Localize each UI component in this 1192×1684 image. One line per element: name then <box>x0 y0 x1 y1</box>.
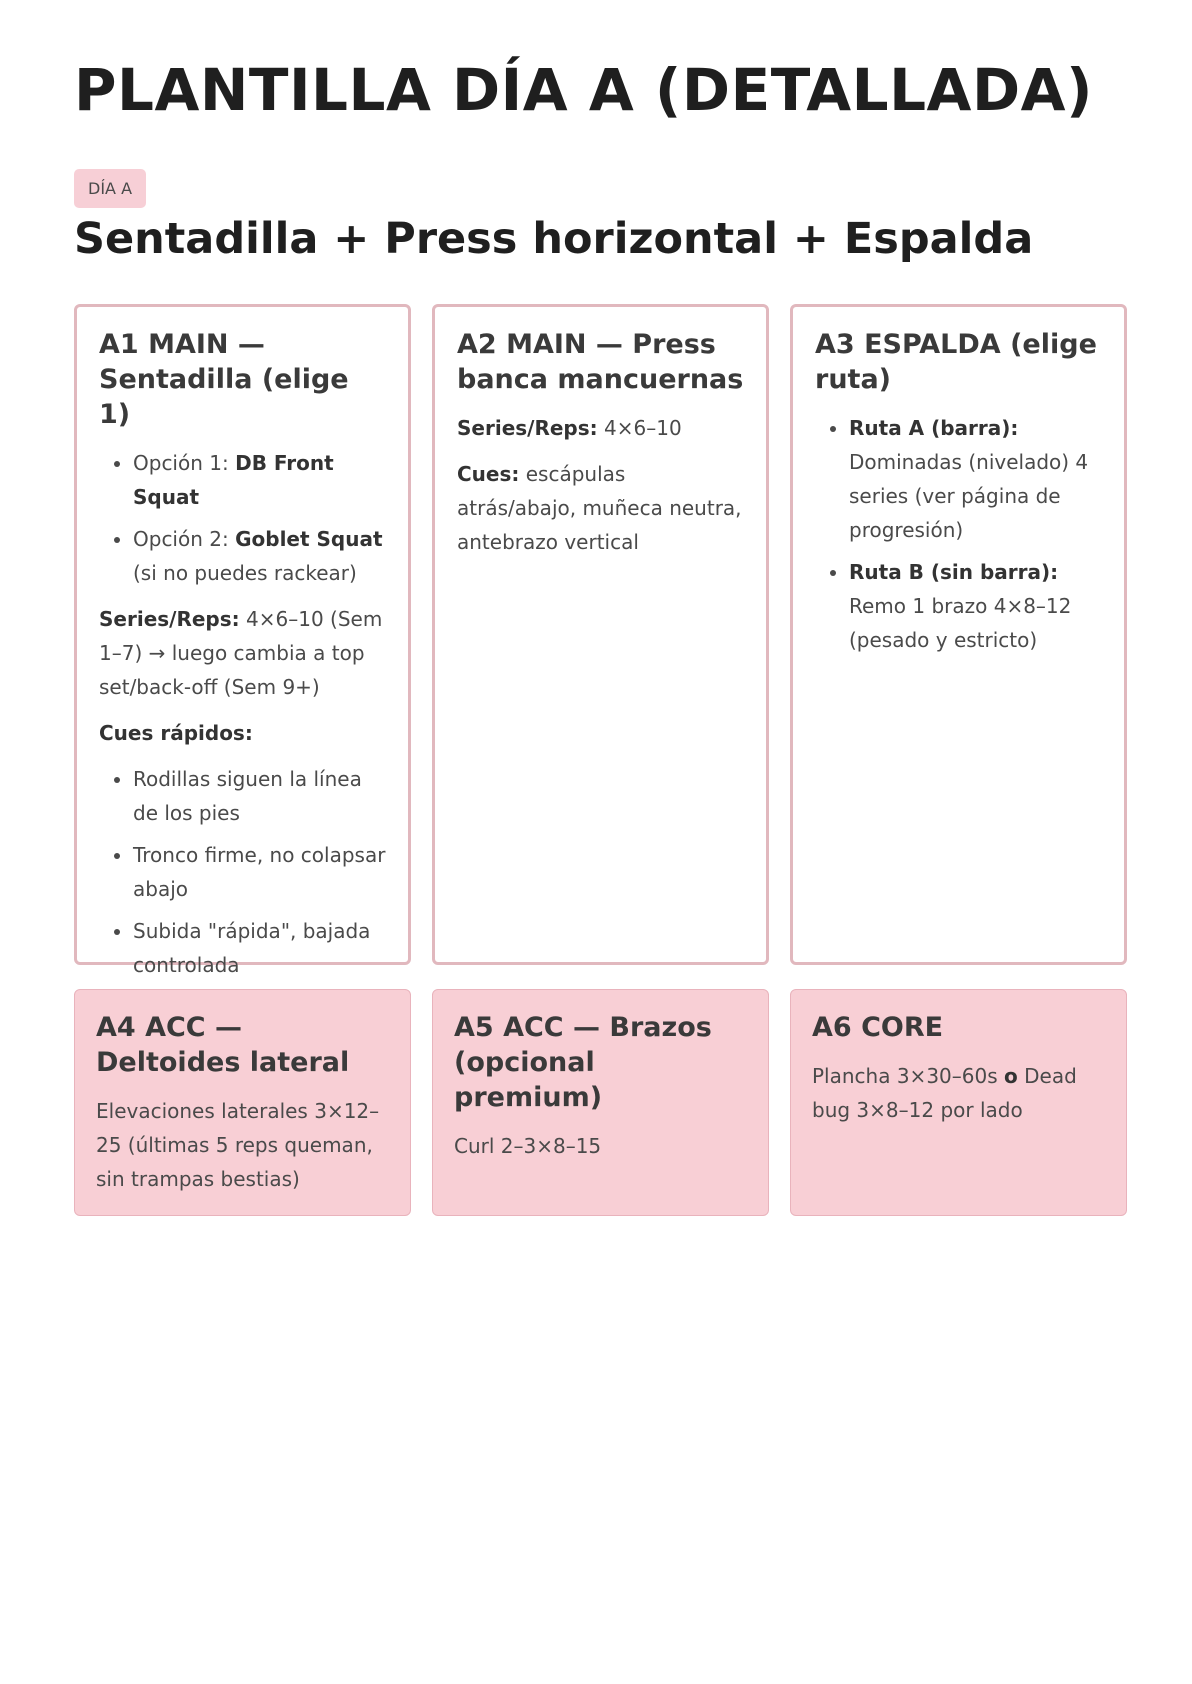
card-a3-title: A3 ESPALDA (elige ruta) <box>815 329 1097 395</box>
card-a5-arms <box>432 989 769 1216</box>
a6-connector: o <box>1004 1064 1018 1088</box>
card-a1-title: A1 MAIN — Sentadilla (elige 1) <box>99 329 349 430</box>
a1-cues-heading <box>99 716 386 750</box>
card-a3-back <box>790 304 1127 965</box>
a3-route-a-text: Dominadas (nivelado) 4 series (ver página de progresión) <box>849 450 1089 542</box>
a4-text: Elevaciones laterales 3×12–25 (últimas 5 reps queman, sin trampas bestias) <box>96 1099 380 1191</box>
a3-route-a-label: Ruta A (barra): <box>849 416 1019 440</box>
page-title: PLANTILLA DÍA A (DETALLADA) <box>74 56 1093 124</box>
a1-option-1 <box>133 446 386 514</box>
day-tag: DÍA A <box>74 169 146 208</box>
a1-series-label: Series/Reps: <box>99 607 240 631</box>
a3-route-b <box>849 555 1102 657</box>
a6-text <box>812 1059 1105 1127</box>
card-a1-squat <box>74 304 411 977</box>
card-a6-title: A6 CORE <box>812 1012 944 1043</box>
a2-cues <box>457 457 744 559</box>
card-a6-core <box>790 989 1127 1216</box>
card-a4-delts <box>74 989 411 1216</box>
a1-series-value: 4×6–10 (Sem 1–7) → luego cambia a top set/back-off (Sem 9+) <box>99 607 383 699</box>
a5-text: Curl 2–3×8–15 <box>454 1134 602 1158</box>
a3-route-b-text: Remo 1 brazo 4×8–12 (pesado y estricto) <box>849 594 1072 652</box>
card-a4-title: A4 ACC — Deltoides lateral <box>96 1012 350 1078</box>
a1-series <box>99 602 386 704</box>
card-a2-press <box>432 304 769 965</box>
card-a2-title: A2 MAIN — Press banca mancuernas <box>457 329 744 395</box>
a3-routes-list <box>815 411 1102 657</box>
day-subtitle: Sentadilla + Press horizontal + Espalda <box>74 214 1034 264</box>
a2-cues-label: Cues: <box>457 462 520 486</box>
a1-option-1-exercise: DB Front Squat <box>133 451 334 509</box>
a1-cues-label: Cues rápidos: <box>99 721 253 745</box>
a3-route-a <box>849 411 1102 547</box>
a1-option-2-exercise: Goblet Squat <box>235 527 383 551</box>
a6-text-deadbug: Dead bug 3×8–12 por lado <box>812 1064 1077 1122</box>
a1-option-1-prefix: Opción 1: <box>133 451 236 475</box>
card-a5-title: A5 ACC — Brazos (opcional premium) <box>454 1012 712 1113</box>
a2-cues-value: escápulas atrás/abajo, muñeca neutra, antebrazo vertical <box>457 462 742 554</box>
a1-cue: • Rodillas siguen la línea de los pies <box>133 762 386 830</box>
a3-route-b-label: Ruta B (sin barra): <box>849 560 1059 584</box>
a1-cues-list <box>99 762 386 982</box>
a1-option-2 <box>133 522 386 590</box>
a2-series-label: Series/Reps: <box>457 416 598 440</box>
a6-text-plank: Plancha 3×30–60s <box>812 1064 1004 1088</box>
a2-series <box>457 411 744 445</box>
a1-options-list <box>99 446 386 590</box>
a1-option-2-note: (si no puedes rackear) <box>133 561 357 585</box>
a1-cue: • Subida "rápida", bajada controlada <box>133 914 386 982</box>
a1-option-2-prefix: Opción 2: <box>133 527 236 551</box>
a2-series-value: 4×6–10 <box>597 416 682 440</box>
a1-cue: • Tronco firme, no colapsar abajo <box>133 838 386 906</box>
